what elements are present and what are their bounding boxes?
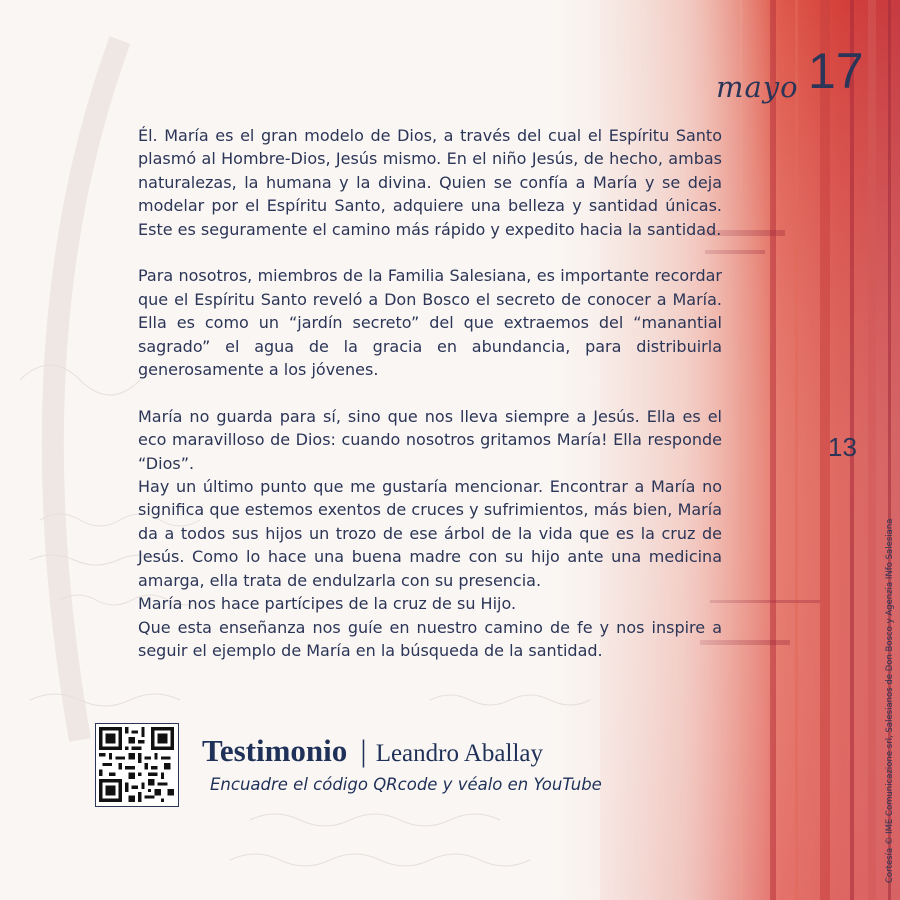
page-number: 13 <box>828 432 857 462</box>
testimonio-heading <box>202 733 543 769</box>
date-month: mayo <box>716 70 799 104</box>
date-day: 17 <box>808 43 864 99</box>
body-text <box>138 124 722 662</box>
title-separator: | <box>360 733 367 768</box>
paragraph: Hay un último punto que me gustaría mencionar. Encontrar a María no significa que estemos exentos de cruces y sufrimientos, más bien, María da a todos sus hijos un trozo de ese árbol de la vida que es la cruz de Jesús. Como lo hace una buena madre con su hijo ante una medicina amarga, ella trata de endulzarla con su presencia. <box>138 477 722 590</box>
paragraph: María nos hace partícipes de la cruz de su Hijo. <box>138 594 517 614</box>
paragraph: Para nosotros, miembros de la Familia Salesiana, es importante recordar que el Espíritu Santo reveló a Don Bosco el secreto de conocer a María. Ella es como un “jardín secreto” del que extraemos del “manantial sagrado” el agua de la gracia en abundancia, para distribuirla generosamente a los jóvenes. <box>138 266 722 380</box>
paragraph: Él. María es el gran modelo de Dios, a través del cual el Espíritu Santo plasmó al Hombre-Dios, Jesús mismo. En el niño Jesús, de hecho, ambas naturalezas, la humana y la divina. Quien se confía a María y se deja modelar por el Espíritu Santo, adquiere una belleza y santidad únicas. Este es seguramente el camino más rápido y expedito hacia la santidad. <box>138 126 722 239</box>
paragraph: Que esta enseñanza nos guíe en nuestro camino de fe y nos inspire a seguir el ejemplo de María en la búsqueda de la santidad. <box>138 617 722 660</box>
author-name: Leandro Aballay <box>375 740 543 767</box>
paragraph: María no guarda para sí, sino que nos lleva siempre a Jesús. Ella es el eco maravilloso de Dios: cuando nosotros gritamos María! Ella responde “Dios”. <box>138 406 722 473</box>
qr-code <box>95 723 179 807</box>
testimonio-title: Testimonio <box>202 733 348 768</box>
credit-line: Cortesía © IME Comunicazione srl, Salesianos de Don Bosco y Agenzia INfo Salesiana <box>885 518 895 883</box>
qr-caption: Encuadre el código QRcode y véalo en YouTube <box>210 775 602 794</box>
